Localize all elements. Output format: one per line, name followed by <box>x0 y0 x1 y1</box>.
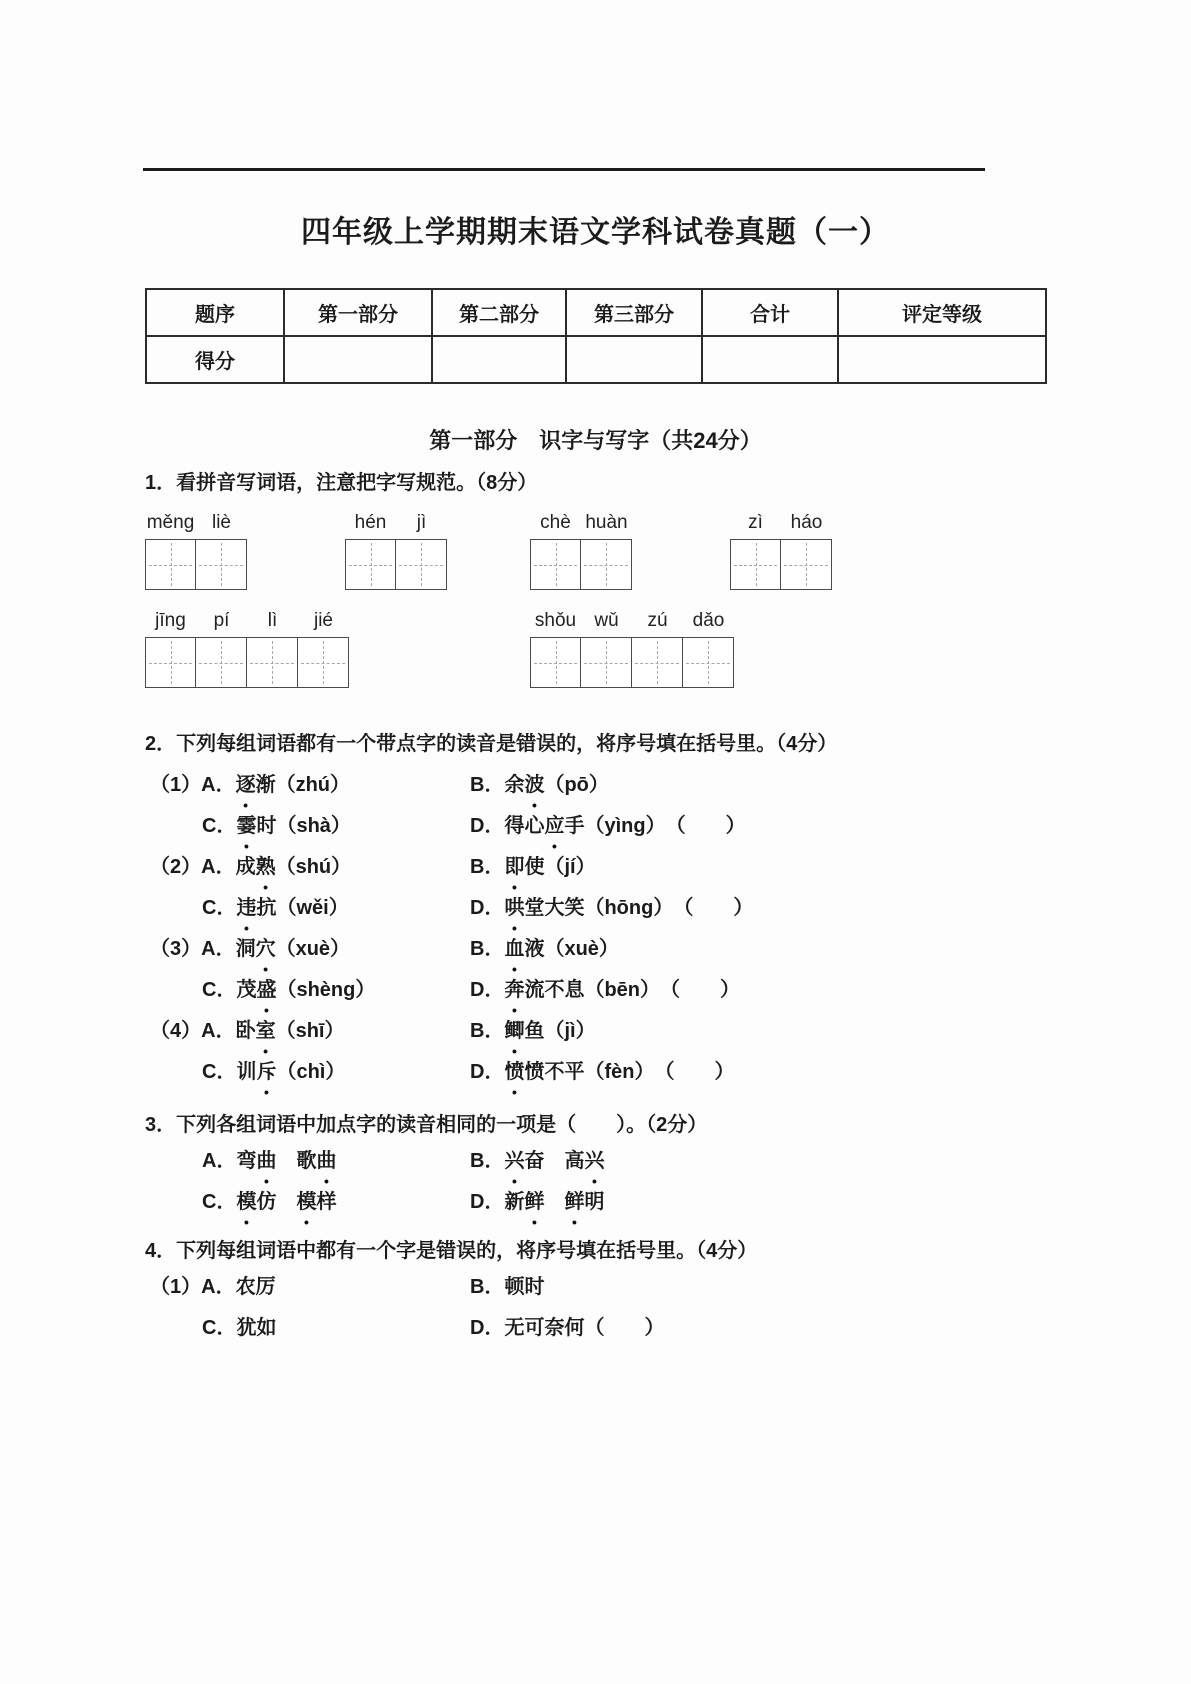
q2-item4-line1 <box>150 1018 753 1059</box>
question1-stem: 1．看拼音写词语，注意把字写规范。（8分） <box>145 472 538 494</box>
option-d: D．无可奈何（ ） <box>470 1317 665 1339</box>
pinyin-writebox-cell <box>530 506 581 590</box>
q2-item1-line2 <box>150 813 753 854</box>
writing-grid-box <box>781 539 832 590</box>
option-a: A．卧室（shī） <box>201 1020 345 1042</box>
option-a: A．逐渐（zhú） <box>201 774 351 796</box>
option-b: B．血液（xuè） <box>470 938 619 960</box>
pinyin-writebox-cell <box>581 506 632 590</box>
q2-item4-line2 <box>150 1059 753 1100</box>
option-a: A．洞穴（xuè） <box>201 938 351 960</box>
writing-grid-box <box>530 637 581 688</box>
score-cell-empty <box>702 336 838 383</box>
score-table <box>145 288 1047 384</box>
question2-stem: 2．下列每组词语都有一个带点字的读音是错误的，将序号填在括号里。（4分） <box>145 733 838 755</box>
pinyin-writebox-cell <box>145 604 196 688</box>
top-divider-rule <box>143 168 985 171</box>
score-row-label: 得分 <box>146 336 284 383</box>
question3-stem: 3．下列各组词语中加点字的读音相同的一项是（ ）。（2分） <box>145 1114 708 1136</box>
pinyin-label: huàn <box>585 512 628 533</box>
option-d: D．新鲜 鲜明 <box>470 1191 605 1213</box>
option-c: C．训斥（chì） <box>202 1061 346 1083</box>
pinyin-writebox-cell <box>632 604 683 688</box>
pinyin-writebox-cell <box>247 604 298 688</box>
pinyin-writebox-cell <box>145 506 196 590</box>
pinyin-label: měng <box>146 512 195 533</box>
pinyin-writebox-group <box>530 506 632 590</box>
pinyin-label: zì <box>748 512 763 533</box>
option-b: B．鲫鱼（jì） <box>470 1020 596 1042</box>
q4-item1-line2 <box>150 1315 664 1356</box>
score-cell-empty <box>284 336 432 383</box>
writing-grid-box <box>581 637 632 688</box>
item-number: （1） <box>150 774 202 796</box>
pinyin-writebox-cell <box>298 604 349 688</box>
writing-grid-box <box>581 539 632 590</box>
pinyin-writebox-cell <box>530 604 581 688</box>
question4-items <box>150 1274 664 1356</box>
question2-items <box>150 772 753 1100</box>
item-number: （4） <box>150 1020 202 1042</box>
pinyin-writebox-cell <box>396 506 447 590</box>
writing-grid-box <box>345 539 396 590</box>
q2-item2-line1 <box>150 854 753 895</box>
option-c: C．霎时（shà） <box>202 815 351 837</box>
q2-item2-line2 <box>150 895 753 936</box>
writing-grid-box <box>730 539 781 590</box>
pinyin-writebox-group <box>530 604 734 688</box>
pinyin-label: jié <box>313 610 333 631</box>
q2-item1-line1 <box>150 772 753 813</box>
option-a: A．弯曲 歌曲 <box>202 1150 337 1172</box>
pinyin-label: jīng <box>155 610 186 631</box>
pinyin-writebox-cell <box>345 506 396 590</box>
pinyin-writebox-group <box>730 506 832 590</box>
score-table-header-cell: 题序 <box>146 289 284 336</box>
writing-grid-box <box>247 637 298 688</box>
pinyin-writebox-cell <box>581 604 632 688</box>
option-c: C．模仿 模样 <box>202 1191 337 1213</box>
pinyin-label: dǎo <box>692 610 725 631</box>
writing-grid-box <box>145 637 196 688</box>
option-b: B．余波（pō） <box>470 774 609 796</box>
option-d: D．哄堂大笑（hōng）（ ） <box>470 897 754 919</box>
option-c: C．违抗（wěi） <box>202 897 349 919</box>
page-title: 四年级上学期期末语文学科试卷真题（一） <box>301 216 890 249</box>
option-a: A．成熟（shú） <box>201 856 352 878</box>
option-d: D．愤愤不平（fèn）（ ） <box>470 1061 735 1083</box>
option-c: C．犹如 <box>202 1317 277 1339</box>
option-a: A．农厉 <box>201 1276 276 1298</box>
option-b: B．兴奋 高兴 <box>470 1150 605 1172</box>
question3-options <box>150 1148 604 1230</box>
score-table-header-cell: 评定等级 <box>838 289 1046 336</box>
item-number: （3） <box>150 938 202 960</box>
pinyin-writebox-cell <box>683 604 734 688</box>
pinyin-label: chè <box>540 512 571 533</box>
option-d: D．得心应手（yìng）（ ） <box>470 815 746 837</box>
pinyin-writebox-cell <box>781 506 832 590</box>
score-cell-empty <box>838 336 1046 383</box>
q4-item1-line1 <box>150 1274 664 1315</box>
score-table-header-cell: 第三部分 <box>566 289 702 336</box>
pinyin-label: wǔ <box>594 610 619 631</box>
score-table-score-row <box>146 336 1046 383</box>
score-table-header-cell: 第一部分 <box>284 289 432 336</box>
option-d: D．奔流不息（bēn）（ ） <box>470 979 741 1001</box>
question4-stem: 4．下列每组词语中都有一个字是错误的，将序号填在括号里。（4分） <box>145 1240 758 1262</box>
pinyin-label: shǒu <box>534 610 577 631</box>
score-table-header-cell: 合计 <box>702 289 838 336</box>
pinyin-writebox-cell <box>196 506 247 590</box>
pinyin-label: liè <box>211 512 231 533</box>
writing-grid-box <box>196 637 247 688</box>
pinyin-writebox-group <box>345 506 447 590</box>
pinyin-label: zú <box>647 610 668 631</box>
pinyin-writebox-cell <box>196 604 247 688</box>
option-b: B．即使（jí） <box>470 856 596 878</box>
score-cell-empty <box>566 336 702 383</box>
pinyin-grid-row-2 <box>145 604 734 688</box>
pinyin-writebox-cell <box>730 506 781 590</box>
writing-grid-box <box>530 539 581 590</box>
pinyin-label: háo <box>790 512 823 533</box>
score-table-header-row <box>146 289 1046 336</box>
pinyin-grid-row-1 <box>145 506 832 590</box>
writing-grid-box <box>298 637 349 688</box>
pinyin-label: pí <box>213 610 230 631</box>
q2-item3-line2 <box>150 977 753 1018</box>
writing-grid-box <box>683 637 734 688</box>
score-cell-empty <box>432 336 566 383</box>
pinyin-writebox-group <box>145 506 247 590</box>
writing-grid-box <box>196 539 247 590</box>
item-number: （2） <box>150 856 202 878</box>
q3-line2 <box>150 1189 604 1230</box>
q3-line1 <box>150 1148 604 1189</box>
item-number: （1） <box>150 1276 202 1298</box>
score-table-header-cell: 第二部分 <box>432 289 566 336</box>
option-b: B．顿时 <box>470 1276 545 1298</box>
section1-heading: 第一部分 识字与写字（共24分） <box>429 428 762 453</box>
pinyin-label: hén <box>354 512 387 533</box>
pinyin-label: lì <box>267 610 278 631</box>
pinyin-label: jì <box>416 512 427 533</box>
pinyin-writebox-group <box>145 604 349 688</box>
writing-grid-box <box>632 637 683 688</box>
q2-item3-line1 <box>150 936 753 977</box>
writing-grid-box <box>145 539 196 590</box>
writing-grid-box <box>396 539 447 590</box>
option-c: C．茂盛（shèng） <box>202 979 376 1001</box>
